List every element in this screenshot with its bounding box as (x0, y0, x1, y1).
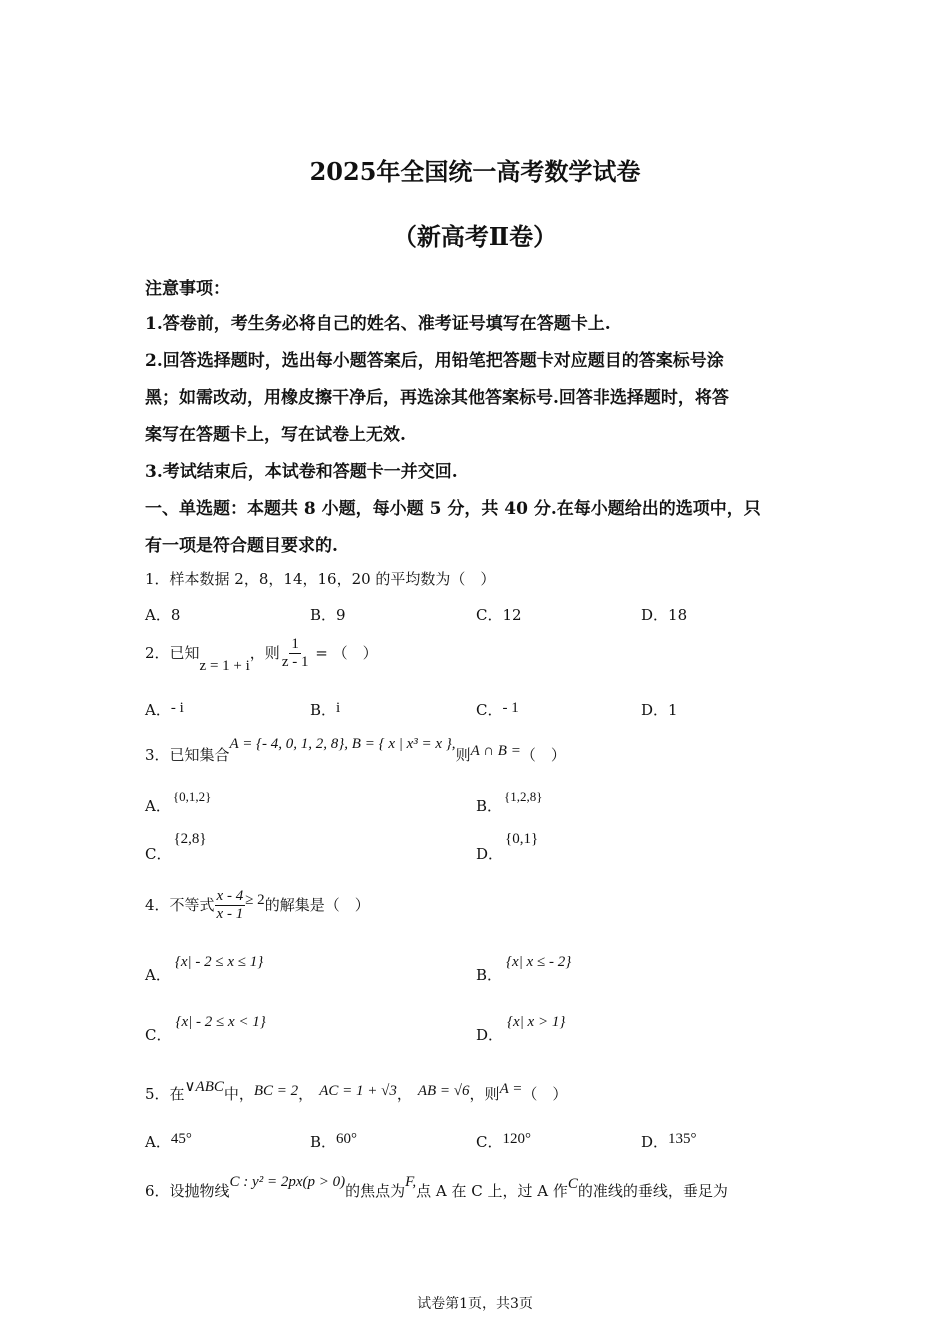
q4-d-value: {x| x > 1} (507, 1014, 566, 1030)
q4-option-a (145, 954, 264, 985)
q5-number: 5．在 (145, 1085, 185, 1103)
section-heading-line-1: 一、单选题：本题共 8 小题，每小题 5 分，共 40 分.在每小题给出的选项中，只 (145, 499, 761, 519)
page-title: 2025年全国统一高考数学试卷 (309, 157, 641, 186)
q2-a-value: - i (170, 700, 184, 716)
q3-tail: （ ） (520, 746, 566, 764)
q5-triangle: ∨ABC (184, 1079, 224, 1095)
q2-b-label: B． (310, 701, 337, 719)
q6-mid1: 的焦点为 (345, 1182, 406, 1200)
q4-frac-num: x - 4 (215, 888, 246, 906)
q3-sets: A = {- 4, 0, 1, 2, 8}, B = { x | x³ = x }, (229, 736, 456, 752)
page-footer: 试卷第1页，共3页 (417, 1296, 533, 1312)
q5-c-value: 120° (502, 1131, 531, 1147)
q6-curve-c: C (567, 1176, 578, 1192)
q5-ac: AC = 1 + √3 (319, 1083, 397, 1099)
q5-tail: （ ） (522, 1085, 568, 1103)
q5-c-label: C． (476, 1133, 503, 1151)
q3-a-label: A． (145, 797, 171, 815)
q4-number: 4．不等式 (145, 895, 215, 914)
q5-mid2: ，则 (469, 1085, 500, 1103)
question-2-stem (145, 636, 378, 672)
q2-b-value: i (336, 700, 341, 716)
q6-parabola: C : y² = 2px(p > 0) (229, 1174, 346, 1190)
q3-option-c (145, 831, 207, 864)
q5-sep2: ， (396, 1085, 412, 1103)
q5-mid1: 中， (223, 1085, 254, 1103)
q1-option-a: A．8 (145, 606, 181, 624)
q2-tail: = （ ） (310, 643, 378, 662)
q5-option-b (310, 1131, 357, 1152)
q4-option-b (476, 954, 572, 985)
q4-fraction (215, 888, 246, 924)
note-2-line-1: 2.回答选择题时，选出每小题答案后，用铅笔把答题卡对应题目的答案标号涂 (145, 351, 724, 371)
q2-c-label: C． (476, 701, 503, 719)
q4-tail: 的解集是（ ） (264, 895, 370, 914)
q3-intersection: A ∩ B = (470, 743, 521, 759)
q4-a-label: A． (145, 966, 171, 984)
q5-a-label: A． (145, 1133, 171, 1151)
q5-b-value: 60° (336, 1131, 358, 1147)
q3-c-value: {2,8} (173, 831, 207, 847)
q3-option-d (476, 831, 539, 864)
q2-fraction (280, 636, 311, 672)
question-4-stem (145, 888, 370, 924)
page-subtitle: （新高考Ⅱ卷） (392, 222, 558, 251)
q5-a-value: 45° (170, 1131, 192, 1147)
q5-option-d (641, 1131, 697, 1152)
q6-number: 6．设抛物线 (145, 1182, 230, 1200)
q3-option-a (145, 789, 212, 816)
q2-c-value: - 1 (502, 700, 519, 716)
q6-mid2: 点 A 在 C 上，过 A 作 (416, 1182, 568, 1200)
q4-option-c (145, 1014, 266, 1045)
q5-option-c (476, 1131, 531, 1152)
q3-d-label: D． (476, 845, 504, 863)
q6-tail: 的准线的垂线，垂足为 (577, 1182, 728, 1200)
q5-ab: AB = √6 (417, 1083, 470, 1099)
note-3: 3.考试结束后，本试卷和答题卡一并交回. (145, 462, 458, 482)
q2-option-c (476, 699, 519, 720)
q5-d-label: D． (641, 1133, 669, 1151)
q4-frac-den: x - 1 (216, 906, 244, 923)
q1-option-c: C．12 (476, 606, 522, 624)
q3-a-value: {0,1,2} (172, 789, 212, 804)
q4-a-value: {x| - 2 ≤ x ≤ 1} (174, 954, 264, 970)
q5-b-label: B． (310, 1133, 337, 1151)
q2-a-label: A． (145, 701, 171, 719)
q5-angle-a: A = (499, 1081, 523, 1097)
notes-heading: 注意事项： (145, 279, 230, 299)
section-heading-line-2: 有一项是符合题目要求的. (145, 536, 338, 556)
question-3-stem (145, 736, 566, 765)
q2-option-d: D．1 (641, 701, 678, 719)
question-5-stem (145, 1079, 568, 1104)
q1-option-b: B．9 (310, 606, 346, 624)
note-2-line-2: 黑；如需改动，用橡皮擦干净后，再选涂其他答案标号.回答非选择题时，将答 (145, 388, 729, 408)
q4-b-value: {x| x ≤ - 2} (506, 954, 572, 970)
note-2-line-3: 案写在答题卡上，写在试卷上无效. (145, 425, 406, 445)
q5-sep1: ， (298, 1085, 314, 1103)
question-1-stem: 1．样本数据 2，8，14，16，20 的平均数为（ ） (145, 570, 496, 588)
note-1: 1.答卷前，考生务必将自己的姓名、准考证号填写在答题卡上. (145, 314, 611, 334)
q1-option-d: D．18 (641, 606, 688, 624)
q4-b-label: B． (476, 966, 503, 984)
q3-b-value: {1,2,8} (504, 789, 543, 804)
q2-frac-num: 1 (289, 636, 301, 654)
q6-focus: F, (405, 1174, 417, 1190)
q5-bc: BC = 2 (253, 1083, 299, 1099)
q3-option-b (476, 789, 543, 816)
q2-option-b (310, 699, 340, 720)
q4-c-value: {x| - 2 ≤ x < 1} (175, 1014, 266, 1030)
q2-z-def: z = 1 + i (199, 657, 250, 674)
q2-frac-den: z - 1 (281, 654, 309, 671)
q3-mid: 则 (455, 746, 471, 764)
q2-option-a (145, 699, 184, 720)
q3-number: 3．已知集合 (145, 746, 230, 764)
q5-d-value: 135° (668, 1131, 697, 1147)
q5-option-a (145, 1131, 192, 1152)
q3-b-label: B． (476, 797, 503, 815)
q2-mid: ，则 (249, 643, 280, 662)
q2-number: 2．已知 (145, 643, 200, 662)
q4-d-label: D． (476, 1026, 504, 1044)
q4-relation: ≥ 2 (245, 891, 265, 908)
q4-c-label: C． (145, 1026, 172, 1044)
question-6-stem (145, 1174, 728, 1201)
q3-c-label: C． (145, 845, 172, 863)
q4-option-d (476, 1014, 566, 1045)
q3-d-value: {0,1} (505, 831, 539, 847)
